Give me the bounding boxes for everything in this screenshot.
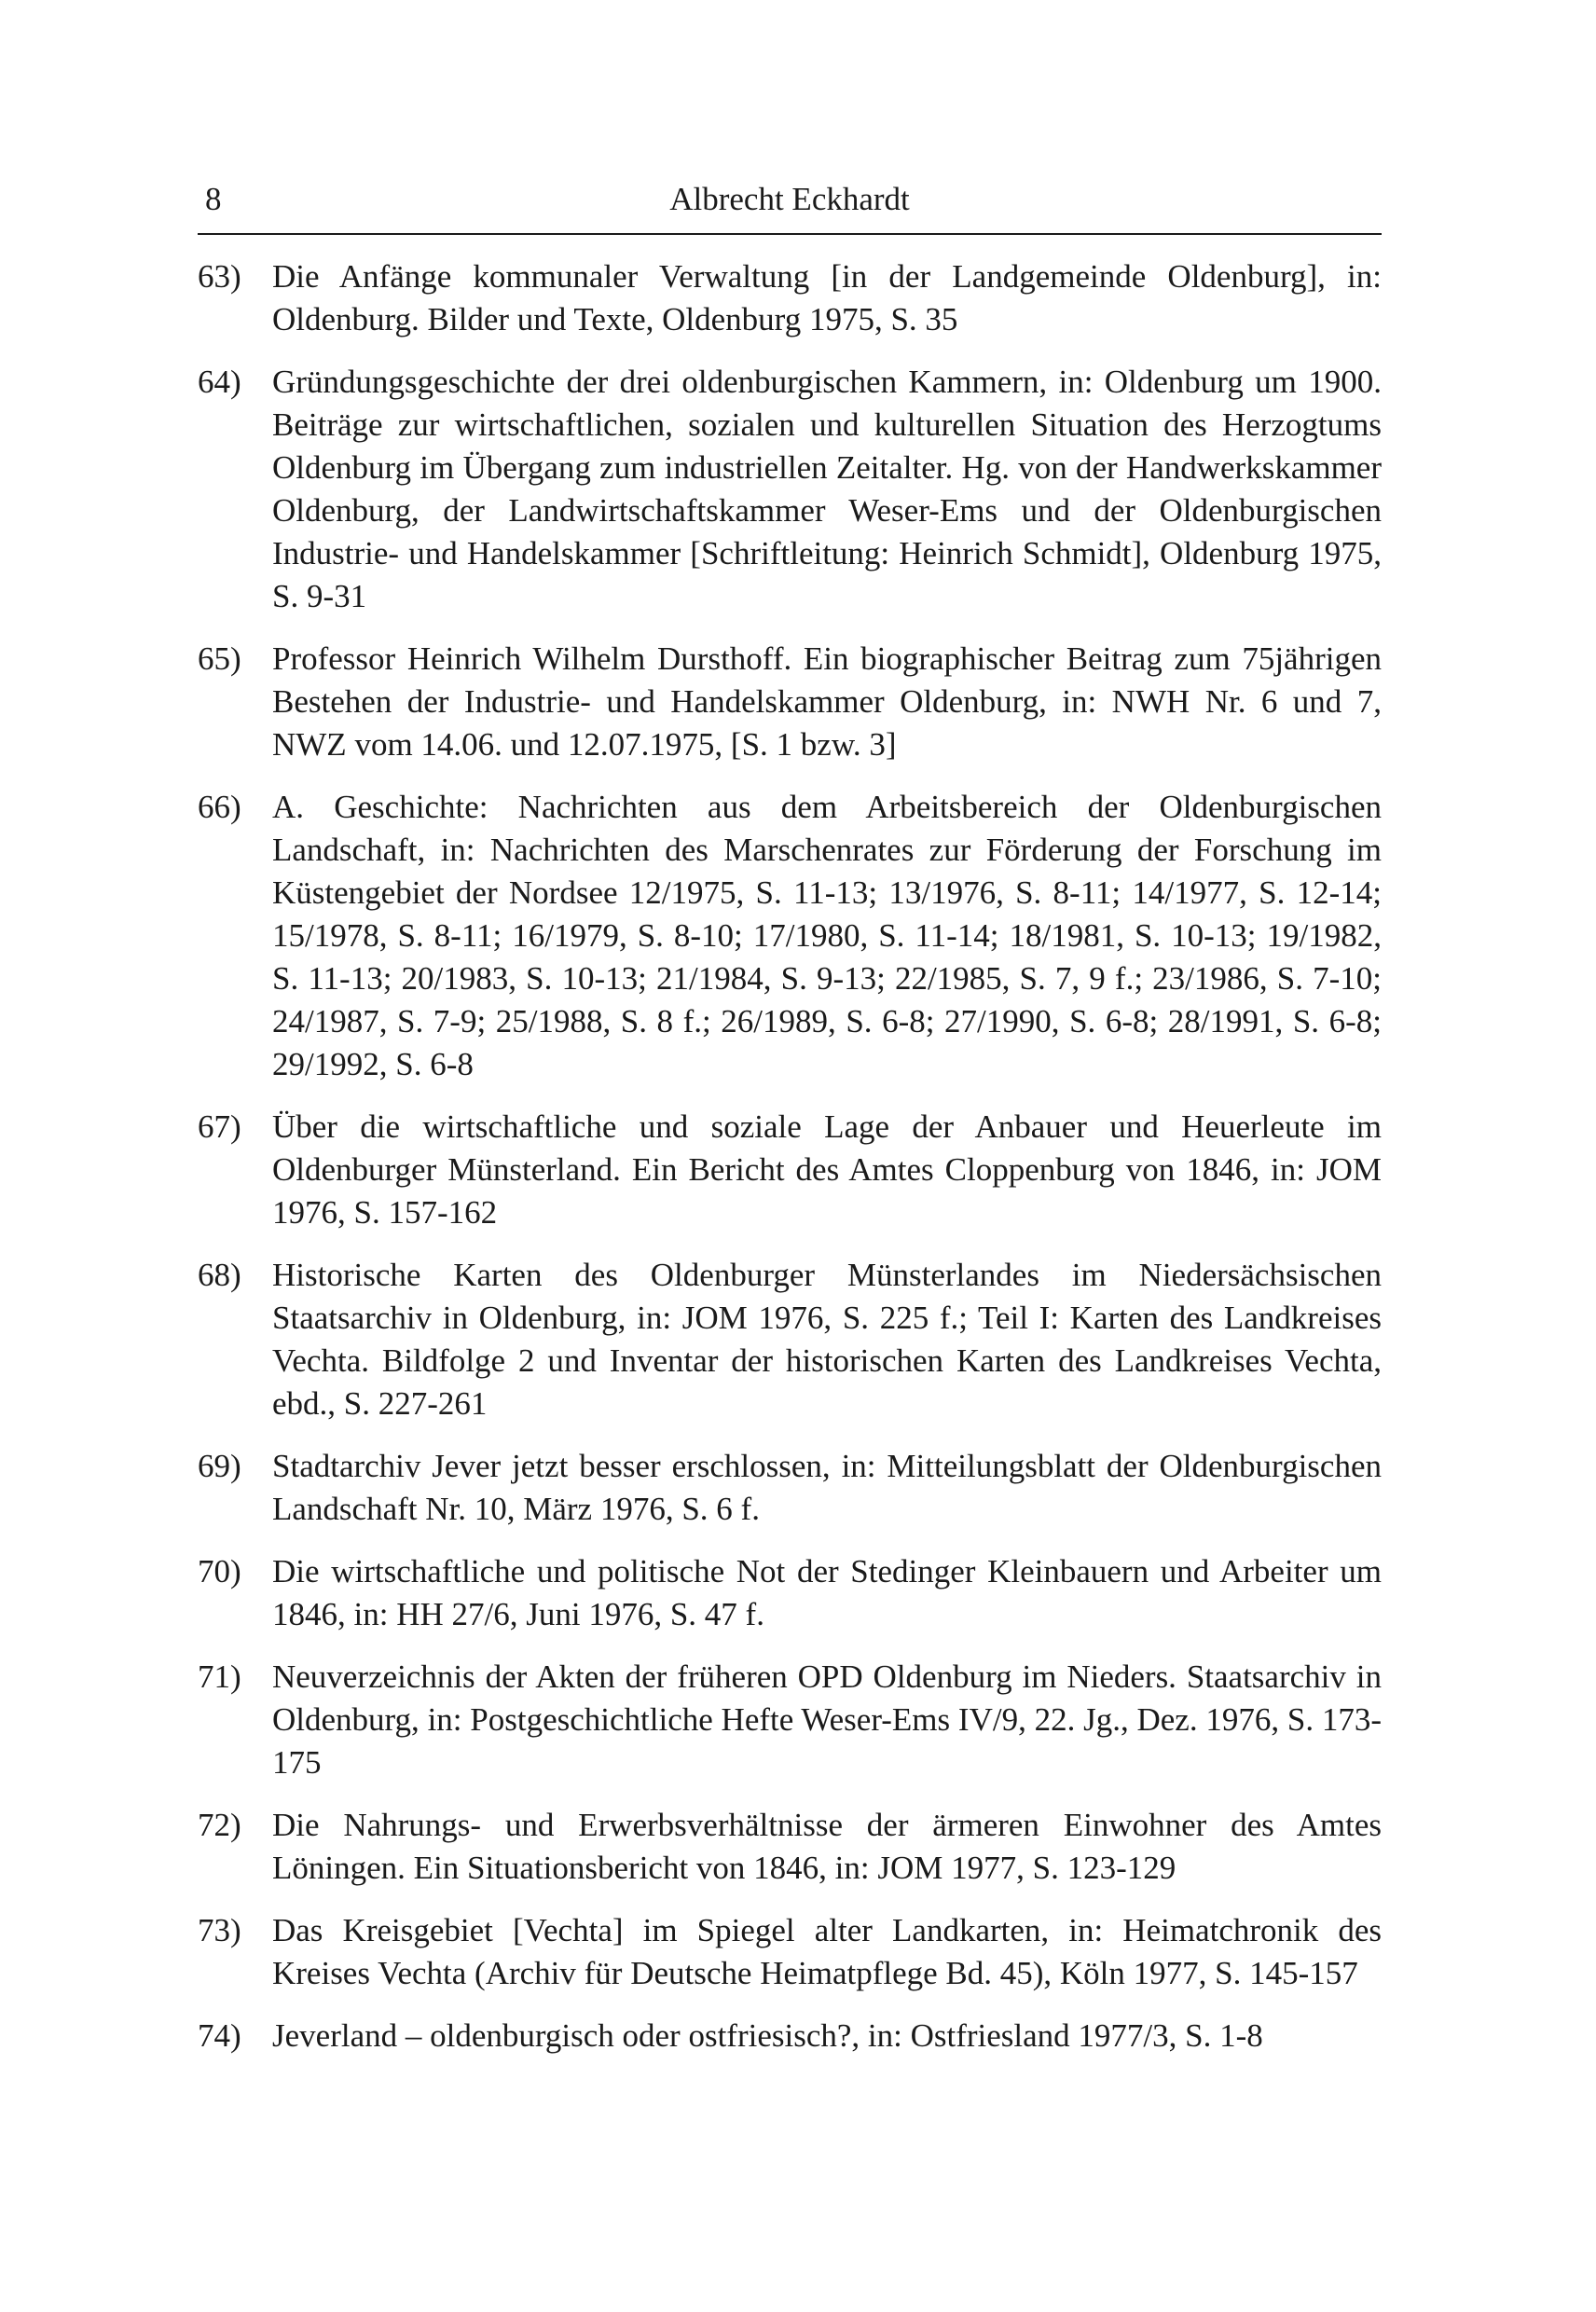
- bibliography-entry: [198, 1254, 1382, 1425]
- bibliography-entry: [198, 361, 1382, 618]
- entry-text: Professor Heinrich Wilhelm Dursthoff. Ein biographischer Beitrag zum 75jährigen Bestehen der Industrie- und Handelskammer Oldenburg, in: NWH Nr. 6 und 7, NWZ vom 14.06. und 12.07.1975, [S. 1 bzw. 3]: [272, 640, 1382, 763]
- running-title: Albrecht Eckhardt: [669, 181, 910, 217]
- entry-number: 69): [198, 1448, 241, 1484]
- bibliography-entry: [198, 786, 1382, 1086]
- entry-text: Über die wirtschaftliche und soziale Lage der Anbauer und Heuerleute im Oldenburger Münsterland. Ein Bericht des Amtes Cloppenburg von 1846, in: JOM 1976, S. 157-162: [272, 1108, 1382, 1231]
- entry-number: 74): [198, 2017, 241, 2054]
- page-number: 8: [205, 181, 222, 217]
- entry-number: 66): [198, 789, 241, 825]
- bibliography-entry: [198, 255, 1382, 341]
- entry-text: A. Geschichte: Nachrichten aus dem Arbeitsbereich der Oldenburgischen Landschaft, in: Nachrichten des Marschenrates zur Förderung der Forschung im Küstengebiet der Nordsee 12/1975, S. 11-13; 13/1976, S. 8-11; 14/1977, S. 12-14; 15/1978, S. 8-11; 16/1979, S. 8-10; 17/1980, S. 11-14; 18/1981, S. 10-13; 19/1982, S. 11-13; 20/1983, S. 10-13; 21/1984, S. 9-13; 22/1985, S. 7, 9 f.; 23/1986, S. 7-10; 24/1987, S. 7-9; 25/1988, S. 8 f.; 26/1989, S. 6-8; 27/1990, S. 6-8; 28/1991, S. 6-8; 29/1992, S. 6-8: [272, 789, 1382, 1082]
- entry-text: Gründungsgeschichte der drei oldenburgischen Kammern, in: Oldenburg um 1900. Beiträge zur wirtschaftlichen, sozialen und kulturellen Situation des Herzogtums Oldenburg im Übergang zum industriellen Zeitalter. Hg. von der Handwerkskammer Oldenburg, der Landwirtschaftskammer Weser-Ems und der Oldenburgischen Industrie- und Handelskammer [Schriftleitung: Heinrich Schmidt], Oldenburg 1975, S. 9-31: [272, 364, 1382, 614]
- entry-number: 64): [198, 364, 241, 400]
- page-header: [198, 170, 1382, 235]
- entry-text: Die Anfänge kommunaler Verwaltung [in der Landgemeinde Oldenburg], in: Oldenburg. Bilder und Texte, Oldenburg 1975, S. 35: [272, 258, 1382, 337]
- entry-number: 67): [198, 1108, 241, 1145]
- bibliography-entry: [198, 2015, 1382, 2057]
- entry-number: 68): [198, 1257, 241, 1293]
- bibliography-entry: [198, 638, 1382, 766]
- header-rule: [198, 233, 1382, 235]
- bibliography-entry: [198, 1550, 1382, 1636]
- entry-text: Die wirtschaftliche und politische Not der Stedinger Kleinbauern und Arbeiter um 1846, in: HH 27/6, Juni 1976, S. 47 f.: [272, 1553, 1382, 1632]
- entry-number: 71): [198, 1658, 241, 1695]
- bibliography-entry: [198, 1445, 1382, 1531]
- entry-text: Jeverland – oldenburgisch oder ostfriesisch?, in: Ostfriesland 1977/3, S. 1-8: [272, 2017, 1263, 2054]
- entry-text: Stadtarchiv Jever jetzt besser erschlossen, in: Mitteilungsblatt der Oldenburgischen Landschaft Nr. 10, März 1976, S. 6 f.: [272, 1448, 1382, 1527]
- entry-number: 73): [198, 1912, 241, 1948]
- entry-text: Historische Karten des Oldenburger Münsterlandes im Niedersächsischen Staatsarchiv in Oldenburg, in: JOM 1976, S. 225 f.; Teil I: Karten des Landkreises Vechta. Bildfolge 2 und Inventar der historischen Karten des Landkreises Vechta, ebd., S. 227-261: [272, 1257, 1382, 1422]
- entry-number: 72): [198, 1807, 241, 1843]
- entry-number: 63): [198, 258, 241, 295]
- entry-text: Die Nahrungs- und Erwerbsverhältnisse der ärmeren Einwohner des Amtes Löningen. Ein Situationsbericht von 1846, in: JOM 1977, S. 123-129: [272, 1807, 1382, 1886]
- bibliography-entry: [198, 1106, 1382, 1234]
- entry-number: 70): [198, 1553, 241, 1590]
- bibliography-entry: [198, 1909, 1382, 1995]
- entry-number: 65): [198, 640, 241, 677]
- bibliography-entry: [198, 1656, 1382, 1784]
- entry-text: Neuverzeichnis der Akten der früheren OPD Oldenburg im Nieders. Staatsarchiv in Oldenburg, in: Postgeschichtliche Hefte Weser-Ems IV/9, 22. Jg., Dez. 1976, S. 173-175: [272, 1658, 1382, 1781]
- entry-text: Das Kreisgebiet [Vechta] im Spiegel alter Landkarten, in: Heimatchronik des Kreises Vechta (Archiv für Deutsche Heimatpflege Bd. 45), Köln 1977, S. 145-157: [272, 1912, 1382, 1991]
- bibliography-entry: [198, 1804, 1382, 1890]
- bibliography-list: [198, 255, 1382, 2077]
